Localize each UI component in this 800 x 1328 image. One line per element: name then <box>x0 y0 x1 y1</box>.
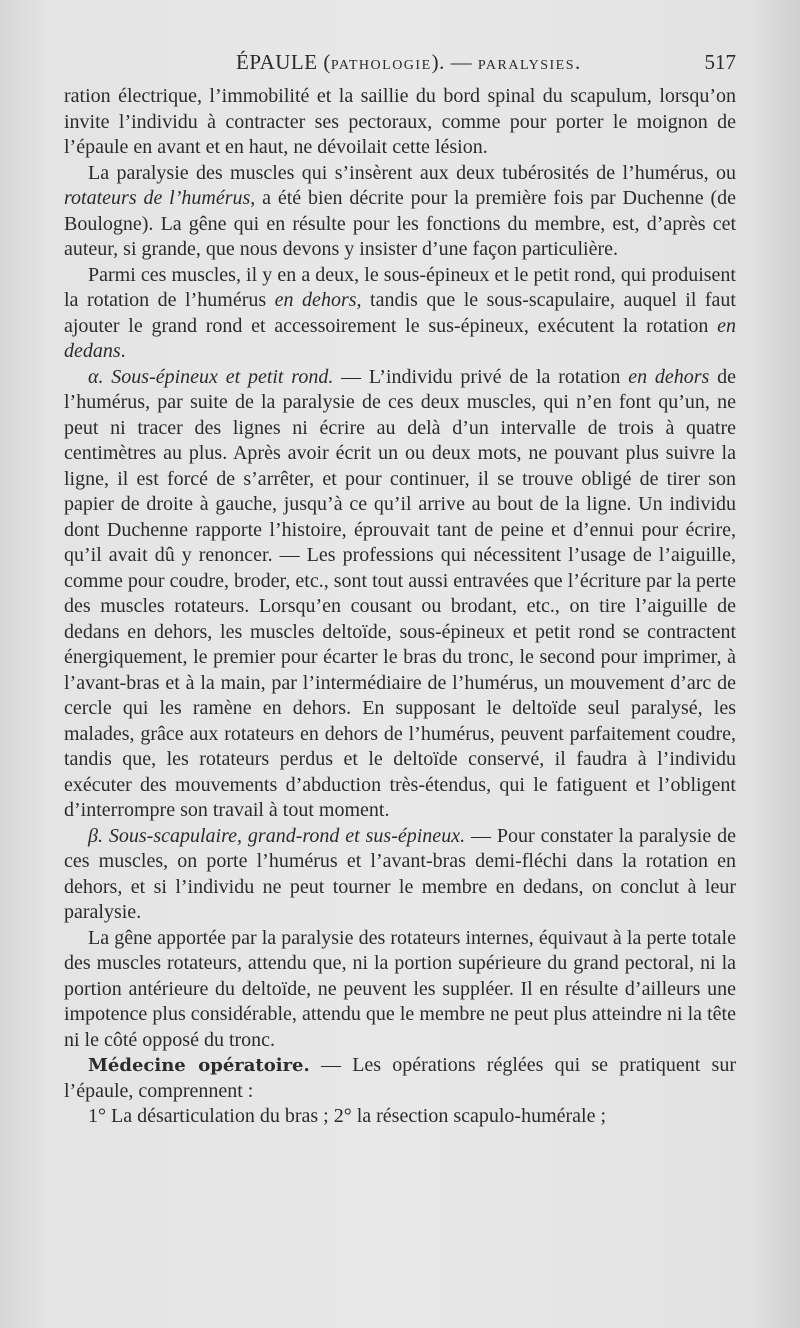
running-head-small-caps: PARALYSIES <box>477 58 575 73</box>
italic-term: en dehors <box>628 365 710 388</box>
running-head <box>236 50 581 75</box>
paragraph-alpha <box>64 365 736 824</box>
running-head-text: . <box>575 50 581 74</box>
paragraph-continuation <box>64 84 736 161</box>
paragraph-text: . <box>120 340 126 362</box>
italic-subheading: α. Sous-épineux et petit rond. <box>88 365 334 388</box>
paragraph-list <box>64 1104 736 1130</box>
paragraph-text: ration électrique, l’immobilité et la saillie du bord spinal du scapulum, lorsqu’on invite l’individu à contracter ses pectoraux, comme pour porter le moignon de l’épaule en avant et en haut, ne dévoilait cette lésion. <box>64 85 736 158</box>
paragraph-text: de l’humérus, par suite de la paralysie de ces deux muscles, qui n’en font qu’un, ne peut ni tracer des lignes ni écrire au delà d’un intervalle de trois à quatre centimètres au plus. Après avoir écrit un ou deux mots, ne pouvant plus suivre la ligne, il est forcé de s’arrêter, et pour continuer, il se trouve obligé de tirer son papier de droite à gauche, jusqu’à ce qu’il arrive au bout de la ligne. Un individu dont Duchenne rapporte l’histoire, éprouvait tant de peine et d’ennui pour écrire, qu’il avait dû y renoncer. — Les professions qui nécessitent l’usage de l’aiguille, comme pour coudre, broder, etc., sont tout aussi entravées que l’écriture par la perte des muscles rotateurs. Lorsqu’en cousant ou brodant, etc., on tire l’aiguille de dedans en dehors, les muscles deltoïde, sous-épineux et petit rond se contractent énergiquement, le premier pour écarter le bras du tronc, le second pour imprimer, à l’avant-bras et à la main, par l’intermédiaire de l’humérus, un mouvement d’arc de cercle qui les ramène en dehors. En supposant le deltoïde seul paralysé, les malades, grâce aux rotateurs en dehors de l’humérus, peuvent parfaitement coudre, tandis que, les rotateurs perdus et le deltoïde conservé, il faudra à l’individu exécuter des mouvements d’abduction très-étendus, qui le fatiguent et l’obligent d’interrompre son travail à tout moment. <box>64 365 736 821</box>
paragraph-text: — L’individu privé de la rotation <box>333 365 629 388</box>
paragraph-gene <box>64 926 736 1054</box>
paragraph-text: — Les opérations réglées qui se pratiquent sur l’épaule, comprennent : <box>64 1054 736 1102</box>
paragraph-text: La gêne apportée par la paralysie des rotateurs internes, équivaut à la perte totale des muscles rotateurs, attendu que, ni la portion supérieure du grand pectoral, ni la portion antérieure du deltoïde, ne peuvent les suppléer. Il en résulte d’ailleurs une impotence plus considérable, attendu que le membre ne peut plus atteindre ni la tête ni le côté opposé du tronc. <box>64 926 736 1051</box>
body-text <box>64 84 736 1130</box>
running-head-text: ). — <box>431 50 478 74</box>
paragraph-beta <box>64 824 736 926</box>
page-number: 517 <box>704 50 736 74</box>
page-header <box>64 50 736 78</box>
paragraph-rotateurs <box>64 161 736 263</box>
section-heading: Médecine opératoire. <box>88 1055 310 1076</box>
paragraph-text: — Pour constater la paralysie de ces muscles, on porte l’humérus et l’avant-bras demi-fléchi dans la rotation en dehors, et si l’individu ne peut tourner le membre en dedans, on conclut à leur paralysie. <box>64 824 737 923</box>
paragraph-text: , a été bien décrite pour la première fois par Duchenne (de Boulogne). La gêne qui en résulte pour les fonctions du membre, est, d’après cet auteur, si grande, que nous devons y insister d’une façon particulière. <box>64 187 737 260</box>
running-head-small-caps: PATHOLOGIE <box>330 58 432 73</box>
italic-term: en dehors <box>274 289 357 311</box>
paragraph-muscles <box>64 263 736 365</box>
paragraph-text: La paralysie des muscles qui s’insèrent aux deux tubérosités de l’humérus, ou <box>88 161 736 184</box>
paragraph-text: Parmi ces muscles, il y en a deux, le sous-épineux et le petit rond, qui produisent la rotation de l’humérus <box>64 263 736 311</box>
italic-term: rotateurs de l’humérus <box>64 187 251 209</box>
italic-term: en dedans <box>64 314 736 362</box>
paragraph-text: 1° La désarticulation du bras ; 2° la résection scapulo-humérale ; <box>88 1105 607 1127</box>
paragraph-medecine <box>64 1053 736 1104</box>
paragraph-text: , tandis que le sous-scapulaire, auquel il faut ajouter le grand rond et accessoirement le sus-épineux, exécutent la rotation <box>64 289 736 337</box>
running-head-text: ÉPAULE ( <box>236 50 331 74</box>
italic-subheading: β. Sous-scapulaire, grand-rond et sus-épineux. <box>88 824 466 847</box>
